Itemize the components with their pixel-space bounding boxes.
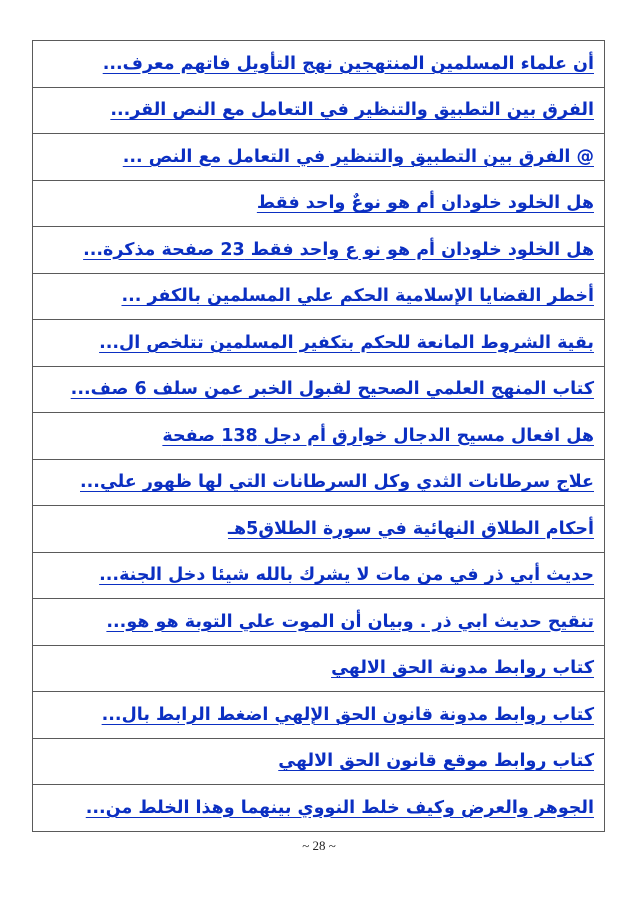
table-cell — [33, 599, 605, 646]
table-row — [33, 227, 605, 274]
table-cell — [33, 41, 605, 88]
table-cell — [33, 273, 605, 320]
links-table — [32, 40, 605, 832]
table-cell — [33, 785, 605, 832]
table-row — [33, 738, 605, 785]
table-row — [33, 320, 605, 367]
table-cell — [33, 134, 605, 181]
link-item[interactable]: تنقيح حديث ابي ذر . وبيان أن الموت علي التوبة هو هو... — [106, 611, 594, 632]
page-number: ~ 28 ~ — [302, 838, 336, 853]
table-row — [33, 41, 605, 88]
link-item[interactable]: أن علماء المسلمين المنتهجين نهج التأويل فاتهم معرف... — [102, 53, 594, 74]
table-cell — [33, 692, 605, 739]
table-row — [33, 366, 605, 413]
table-cell — [33, 320, 605, 367]
link-item[interactable]: كتاب روابط مدونة قانون الحق الإلهي اضغط الرابط بال... — [101, 704, 594, 725]
link-item[interactable]: هل افعال مسيح الدجال خوارق أم دجل 138 صفحة — [162, 425, 594, 446]
table-cell — [33, 506, 605, 553]
table-cell — [33, 645, 605, 692]
table-row — [33, 413, 605, 460]
link-item[interactable]: كتاب المنهج العلمي الصحيح لقبول الخبر عمن سلف 6 صف... — [70, 379, 594, 400]
table-row — [33, 180, 605, 227]
link-item[interactable]: كتاب روابط موقع قانون الحق الالهي — [278, 751, 594, 772]
link-item[interactable]: بقية الشروط المانعة للحكم بتكفير المسلمين تتلخص ال... — [99, 332, 594, 353]
table-row — [33, 692, 605, 739]
table-row — [33, 273, 605, 320]
table-row — [33, 645, 605, 692]
table-cell — [33, 413, 605, 460]
table-cell — [33, 459, 605, 506]
table-cell — [33, 738, 605, 785]
table-row — [33, 134, 605, 181]
table-row — [33, 459, 605, 506]
table-row — [33, 785, 605, 832]
link-item[interactable]: @ الفرق بين التطبيق والتنظير في التعامل مع النص ... — [122, 146, 594, 167]
table-row — [33, 87, 605, 134]
link-item[interactable]: أحكام الطلاق النهائية في سورة الطلاق5هـ — [228, 518, 594, 539]
link-item[interactable]: حديث أبي ذر في من مات لا يشرك بالله شيئا دخل الجنة... — [99, 565, 594, 586]
link-item[interactable]: هل الخلود خلودان أم هو نوعٌ واحد فقط — [256, 193, 594, 214]
link-item[interactable]: الجوهر والعرض وكيف خلط النووي بينهما وهذا الخلط من... — [85, 797, 594, 818]
table-cell — [33, 87, 605, 134]
table-cell — [33, 227, 605, 274]
link-item[interactable]: هل الخلود خلودان أم هو نو ع واحد فقط 23 صفحة مذكرة... — [83, 239, 594, 260]
link-item[interactable]: كتاب روابط مدونة الحق الالهي — [331, 658, 594, 679]
link-item[interactable]: أخطر القضايا الإسلامية الحكم علي المسلمين بالكفر ... — [121, 286, 594, 307]
table-cell — [33, 366, 605, 413]
table-row — [33, 599, 605, 646]
link-item[interactable]: الفرق بين التطبيق والتنظير في التعامل مع النص القر... — [110, 100, 594, 121]
link-item[interactable]: علاج سرطانات الثدي وكل السرطانات التي لها ظهور علي... — [80, 472, 594, 493]
table-cell — [33, 180, 605, 227]
table-row — [33, 552, 605, 599]
table-cell — [33, 552, 605, 599]
table-row — [33, 506, 605, 553]
